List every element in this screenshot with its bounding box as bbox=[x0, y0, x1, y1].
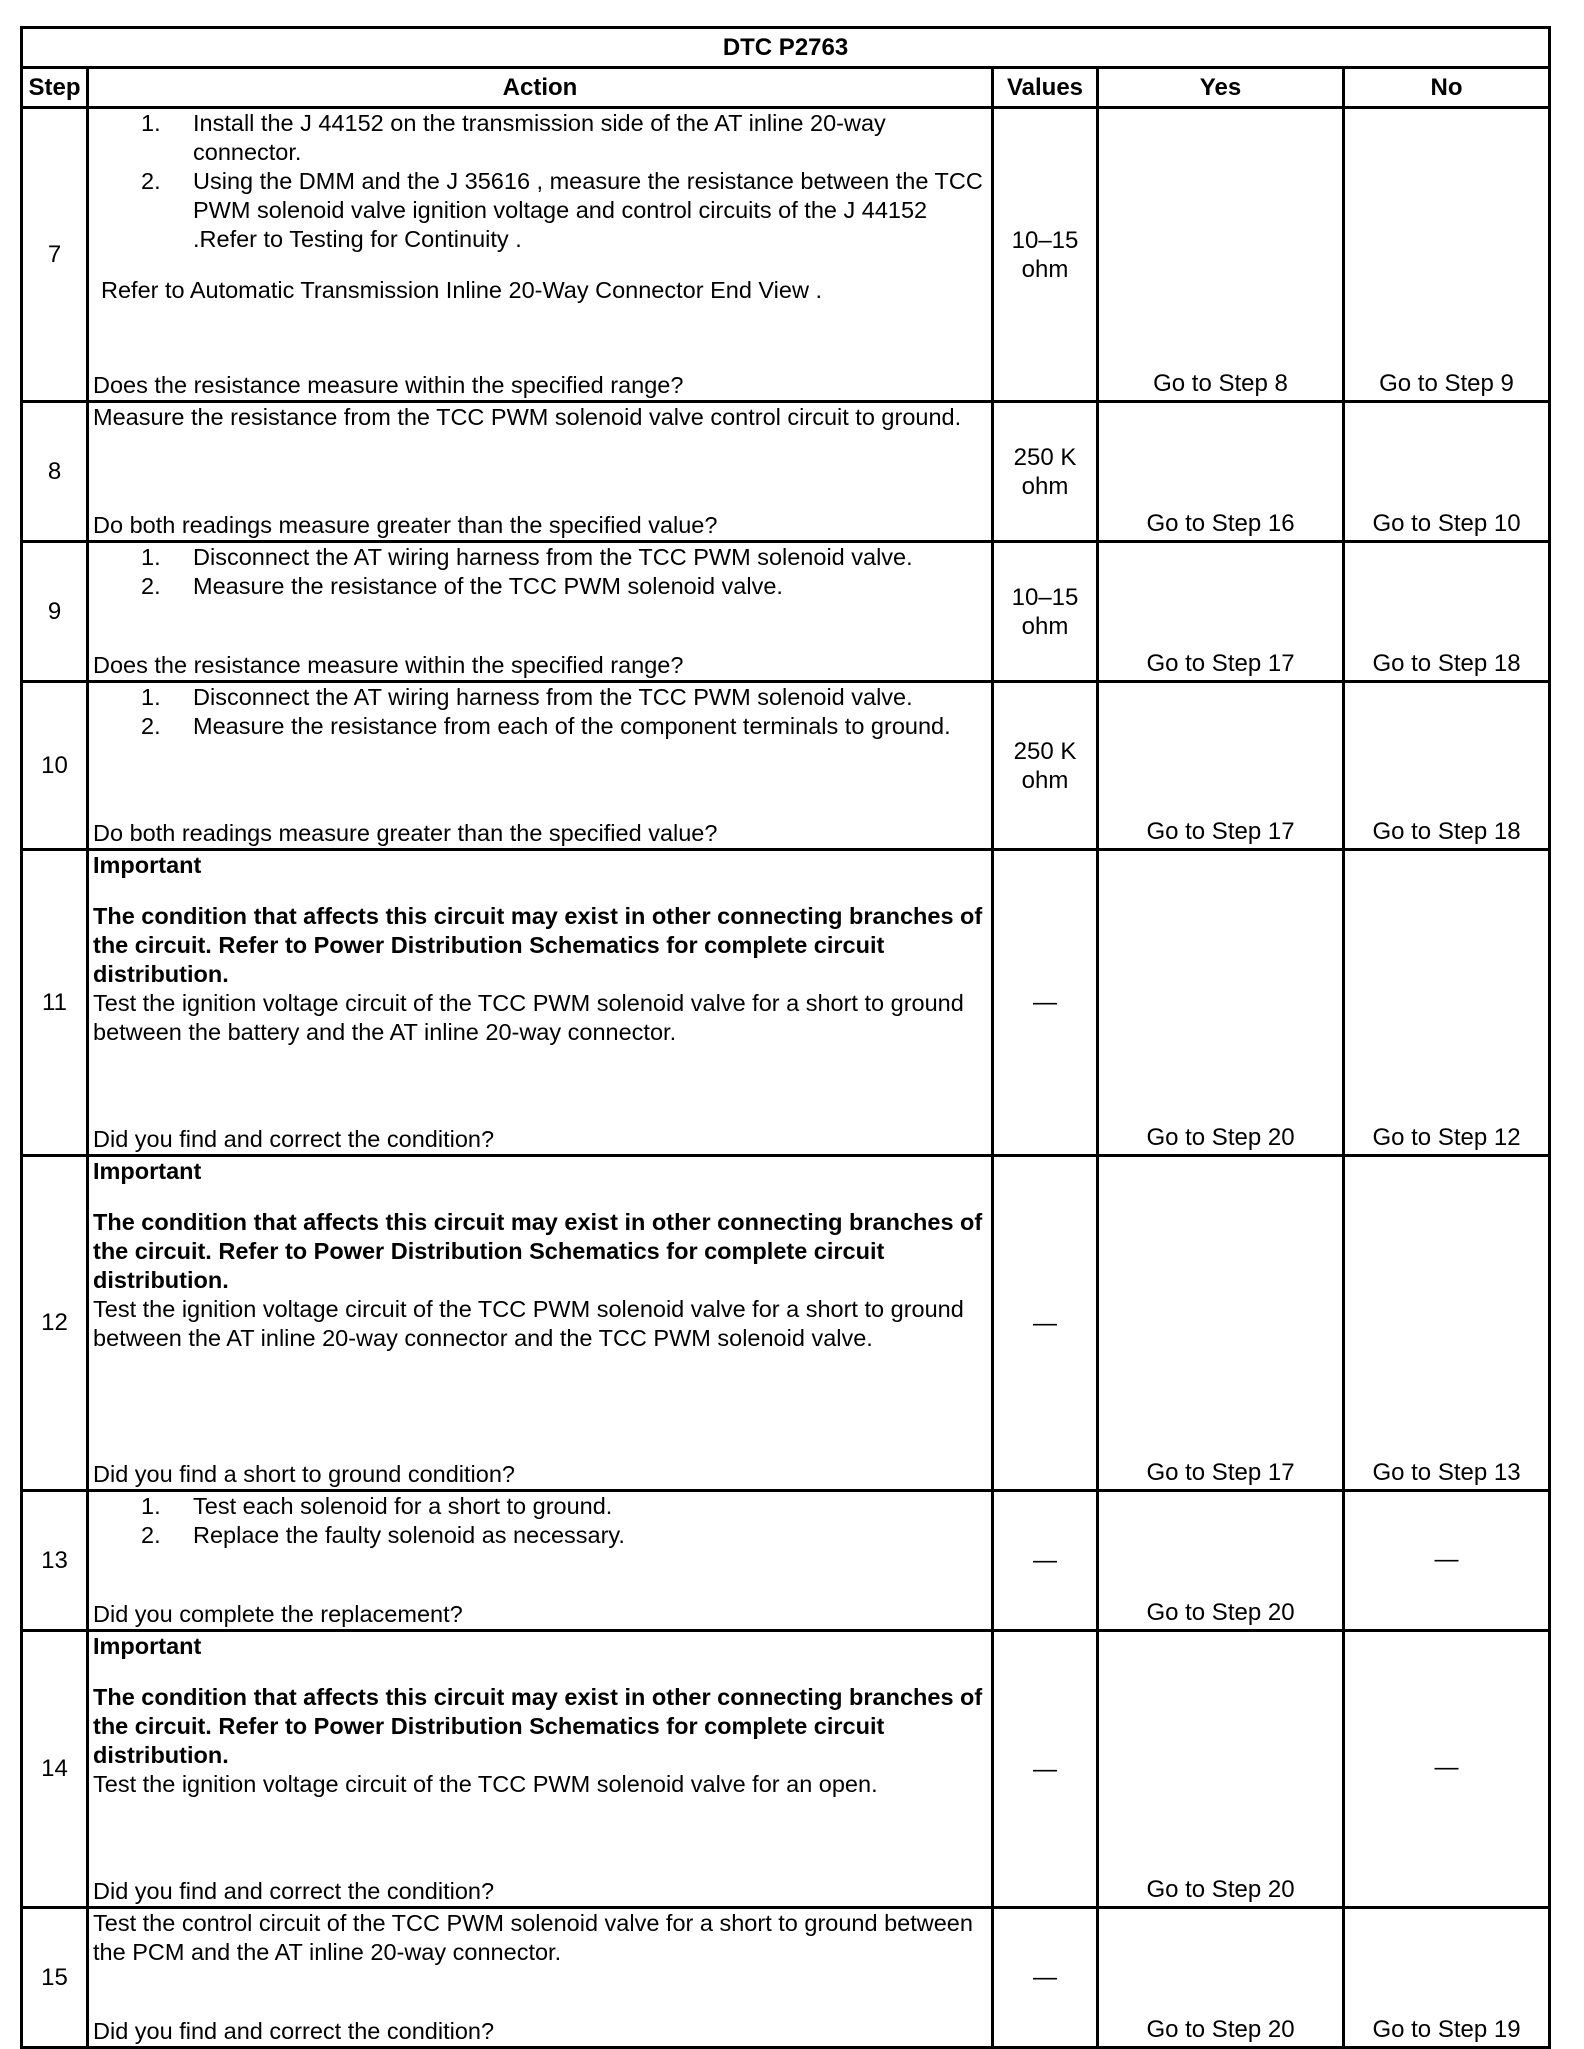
no-link[interactable]: Go to Step 13 bbox=[1344, 1156, 1550, 1491]
no-link[interactable]: Go to Step 9 bbox=[1344, 108, 1550, 402]
column-header-no: No bbox=[1344, 68, 1550, 108]
action-cell bbox=[88, 682, 993, 850]
step-number: 9 bbox=[22, 542, 88, 682]
step-question: Did you find and correct the condition? bbox=[93, 1878, 495, 1904]
value-cell: — bbox=[993, 1631, 1098, 1908]
action-cell bbox=[88, 1908, 993, 2048]
yes-link[interactable]: Go to Step 20 bbox=[1098, 1908, 1344, 2048]
action-cell bbox=[88, 1631, 993, 1908]
list-item: 2. Replace the faulty solenoid as necessary. bbox=[141, 1522, 625, 1548]
table-row bbox=[22, 1908, 1550, 2048]
step-question: Did you complete the replacement? bbox=[93, 1601, 463, 1627]
step-number: 7 bbox=[22, 108, 88, 402]
column-header-action: Action bbox=[88, 68, 993, 108]
action-cell bbox=[88, 1491, 993, 1631]
value-cell: — bbox=[993, 850, 1098, 1156]
table-row bbox=[22, 1491, 1550, 1631]
yes-link[interactable]: Go to Step 20 bbox=[1098, 1631, 1344, 1908]
value-cell: — bbox=[993, 1908, 1098, 2048]
action-cell bbox=[88, 850, 993, 1156]
step-number: 10 bbox=[22, 682, 88, 850]
no-value: — bbox=[1344, 1491, 1550, 1631]
action-text: Measure the resistance from the TCC PWM solenoid valve control circuit to ground. bbox=[93, 404, 962, 430]
table-row bbox=[22, 1631, 1550, 1908]
no-value: — bbox=[1344, 1631, 1550, 1908]
table-title: DTC P2763 bbox=[22, 28, 1550, 68]
table-row bbox=[22, 542, 1550, 682]
important-text: The condition that affects this circuit may exist in other connecting branches of the circuit. Refer to Power Distribution Schematics for complete circuit distribution. bbox=[93, 1209, 983, 1293]
action-list bbox=[93, 109, 987, 254]
value-cell: — bbox=[993, 1491, 1098, 1631]
column-header-values: Values bbox=[993, 68, 1098, 108]
no-link[interactable]: Go to Step 10 bbox=[1344, 402, 1550, 542]
diagnostic-table bbox=[20, 26, 1551, 2049]
yes-link[interactable]: Go to Step 20 bbox=[1098, 850, 1344, 1156]
table-row bbox=[22, 682, 1550, 850]
list-item: 2. Measure the resistance of the TCC PWM solenoid valve. bbox=[141, 573, 783, 599]
yes-link[interactable]: Go to Step 17 bbox=[1098, 682, 1344, 850]
action-cell bbox=[88, 402, 993, 542]
step-question: Did you find a short to ground condition? bbox=[93, 1461, 515, 1487]
table-row bbox=[22, 850, 1550, 1156]
no-link[interactable]: Go to Step 12 bbox=[1344, 850, 1550, 1156]
value-cell: 250 K ohm bbox=[993, 682, 1098, 850]
action-text: Test the control circuit of the TCC PWM solenoid valve for a short to ground between the PCM and the AT inline 20-way connector. bbox=[93, 1910, 973, 1965]
step-number: 12 bbox=[22, 1156, 88, 1491]
step-number: 11 bbox=[22, 850, 88, 1156]
yes-link[interactable]: Go to Step 8 bbox=[1098, 108, 1344, 402]
yes-link[interactable]: Go to Step 17 bbox=[1098, 1156, 1344, 1491]
action-cell bbox=[88, 108, 993, 402]
value-cell: 10–15 ohm bbox=[993, 108, 1098, 402]
column-header-step: Step bbox=[22, 68, 88, 108]
action-list bbox=[93, 1492, 987, 1550]
important-text: The condition that affects this circuit may exist in other connecting branches of the circuit. Refer to Power Distribution Schematics for complete circuit distribution. bbox=[93, 1684, 983, 1768]
step-question: Did you find and correct the condition? bbox=[93, 2018, 495, 2044]
table-row bbox=[22, 108, 1550, 402]
action-list bbox=[93, 543, 987, 601]
column-header-yes: Yes bbox=[1098, 68, 1344, 108]
no-link[interactable]: Go to Step 18 bbox=[1344, 682, 1550, 850]
action-cell bbox=[88, 542, 993, 682]
reference-note: Refer to Automatic Transmission Inline 20-Way Connector End View . bbox=[101, 277, 822, 303]
step-number: 13 bbox=[22, 1491, 88, 1631]
step-number: 8 bbox=[22, 402, 88, 542]
action-text: Test the ignition voltage circuit of the TCC PWM solenoid valve for an open. bbox=[93, 1771, 878, 1797]
step-question: Does the resistance measure within the specified range? bbox=[93, 652, 684, 678]
value-cell: 10–15 ohm bbox=[993, 542, 1098, 682]
no-link[interactable]: Go to Step 18 bbox=[1344, 542, 1550, 682]
no-link[interactable]: Go to Step 19 bbox=[1344, 1908, 1550, 2048]
list-item: 1. Test each solenoid for a short to ground. bbox=[141, 1493, 613, 1519]
action-text: Test the ignition voltage circuit of the TCC PWM solenoid valve for a short to ground between the battery and the AT inline 20-way connector. bbox=[93, 990, 964, 1045]
important-text: The condition that affects this circuit may exist in other connecting branches of the circuit. Refer to Power Distribution Schematics for complete circuit distribution. bbox=[93, 903, 983, 987]
important-heading: Important bbox=[93, 1633, 202, 1659]
step-number: 14 bbox=[22, 1631, 88, 1908]
yes-link[interactable]: Go to Step 20 bbox=[1098, 1491, 1344, 1631]
table-row bbox=[22, 1156, 1550, 1491]
action-list bbox=[93, 683, 987, 741]
list-item: 2. Measure the resistance from each of the component terminals to ground. bbox=[141, 713, 951, 739]
important-heading: Important bbox=[93, 852, 202, 878]
list-item: 1. Disconnect the AT wiring harness from the TCC PWM solenoid valve. bbox=[141, 684, 913, 710]
value-cell: 250 K ohm bbox=[993, 402, 1098, 542]
diagnostic-table-sheet bbox=[20, 26, 1548, 2049]
list-item: 2. Using the DMM and the J 35616 , measure the resistance between the TCC PWM solenoid valve ignition voltage and control circuits of the J 44152 .Refer to Testing for Continuity . bbox=[141, 168, 983, 252]
important-heading: Important bbox=[93, 1158, 202, 1184]
step-question: Do both readings measure greater than the specified value? bbox=[93, 512, 718, 538]
list-item: 1. Install the J 44152 on the transmission side of the AT inline 20-way connector. bbox=[141, 110, 886, 165]
action-cell bbox=[88, 1156, 993, 1491]
yes-link[interactable]: Go to Step 16 bbox=[1098, 402, 1344, 542]
step-number: 15 bbox=[22, 1908, 88, 2048]
step-question: Did you find and correct the condition? bbox=[93, 1126, 495, 1152]
action-text: Test the ignition voltage circuit of the TCC PWM solenoid valve for a short to ground between the AT inline 20-way connector and the TCC PWM solenoid valve. bbox=[93, 1296, 964, 1351]
value-cell: — bbox=[993, 1156, 1098, 1491]
list-item: 1. Disconnect the AT wiring harness from the TCC PWM solenoid valve. bbox=[141, 544, 913, 570]
step-question: Do both readings measure greater than the specified value? bbox=[93, 820, 718, 846]
step-question: Does the resistance measure within the specified range? bbox=[93, 372, 684, 398]
yes-link[interactable]: Go to Step 17 bbox=[1098, 542, 1344, 682]
table-row bbox=[22, 402, 1550, 542]
